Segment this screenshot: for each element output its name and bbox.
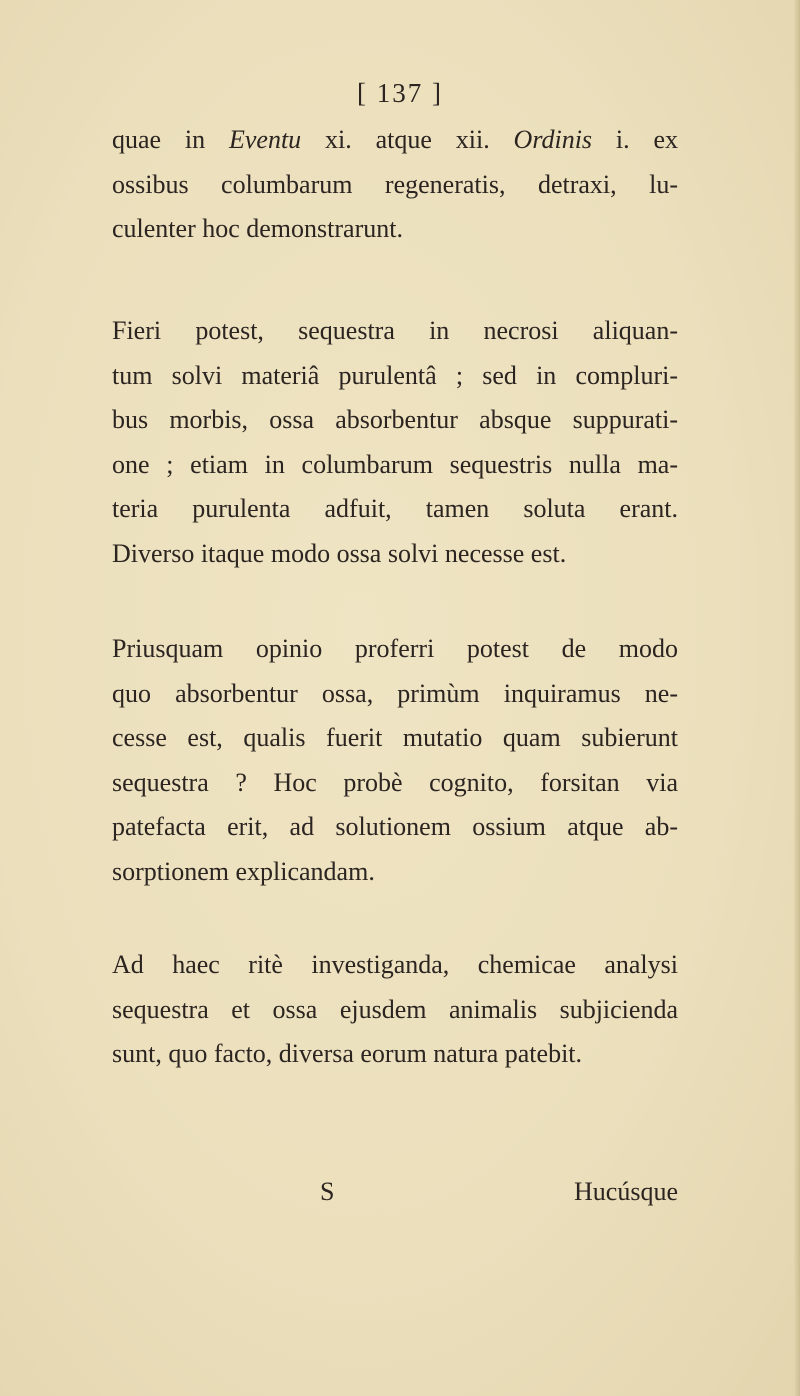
text-line xyxy=(112,118,678,163)
text-line xyxy=(112,487,678,532)
text-line xyxy=(112,627,678,672)
catchword: Hucúsque xyxy=(574,1177,678,1206)
text-line xyxy=(112,532,678,577)
text-segment: teria purulenta adfuit, tamen soluta erant. xyxy=(112,494,678,523)
text-line xyxy=(112,761,678,806)
text-line xyxy=(112,672,678,717)
text-line xyxy=(112,988,678,1033)
paragraph-3 xyxy=(112,627,678,894)
text-line xyxy=(112,163,678,208)
paragraph-4 xyxy=(112,943,678,1077)
text-line xyxy=(112,443,678,488)
text-segment: culenter hoc demonstrarunt. xyxy=(112,214,403,243)
italic-text: Eventu xyxy=(229,125,302,154)
text-segment: Ad haec ritè investiganda, chemicae analysi xyxy=(112,950,678,979)
text-segment: bus morbis, ossa absorbentur absque suppurati- xyxy=(112,405,678,434)
text-segment: Fieri potest, sequestra in necrosi aliquan- xyxy=(112,316,678,345)
text-line xyxy=(112,943,678,988)
text-segment: patefacta erit, ad solutionem ossium atque ab- xyxy=(112,812,678,841)
signature-mark: S xyxy=(320,1177,335,1206)
paragraph-1 xyxy=(112,118,678,252)
text-line xyxy=(112,716,678,761)
page-number: [ 137 ] xyxy=(357,78,443,108)
text-line xyxy=(112,398,678,443)
text-segment: cesse est, qualis fuerit mutatio quam subierunt xyxy=(112,723,678,752)
text-segment: quo absorbentur ossa, primùm inquiramus ne- xyxy=(112,678,678,708)
text-segment: ossibus columbarum regeneratis, detraxi, lu- xyxy=(112,169,678,199)
text-segment: tum solvi materiâ purulentâ ; sed in compluri- xyxy=(112,360,678,390)
text-segment: xi. atque xii. xyxy=(301,125,514,154)
italic-text: Ordinis xyxy=(513,125,593,154)
text-segment: Priusquam opinio proferri potest de modo xyxy=(112,634,678,663)
page-edge xyxy=(794,0,800,1396)
text-segment: sequestra ? Hoc probè cognito, forsitan via xyxy=(112,767,678,797)
paragraph-2 xyxy=(112,309,678,576)
text-segment: sorptionem explicandam. xyxy=(112,856,375,886)
text-line xyxy=(112,850,678,895)
text-line xyxy=(112,309,678,354)
text-line xyxy=(112,1032,678,1077)
text-line xyxy=(112,207,678,252)
text-segment: quae in xyxy=(112,125,229,154)
text-line xyxy=(112,354,678,399)
text-segment: one ; etiam in columbarum sequestris nulla ma- xyxy=(112,449,678,479)
text-segment: sequestra et ossa ejusdem animalis subjicienda xyxy=(112,994,678,1024)
text-line xyxy=(112,805,678,850)
text-segment: Diverso itaque modo ossa solvi necesse est. xyxy=(112,538,567,568)
text-segment: i. ex xyxy=(592,125,678,154)
text-segment: sunt, quo facto, diversa eorum natura patebit. xyxy=(112,1039,583,1068)
